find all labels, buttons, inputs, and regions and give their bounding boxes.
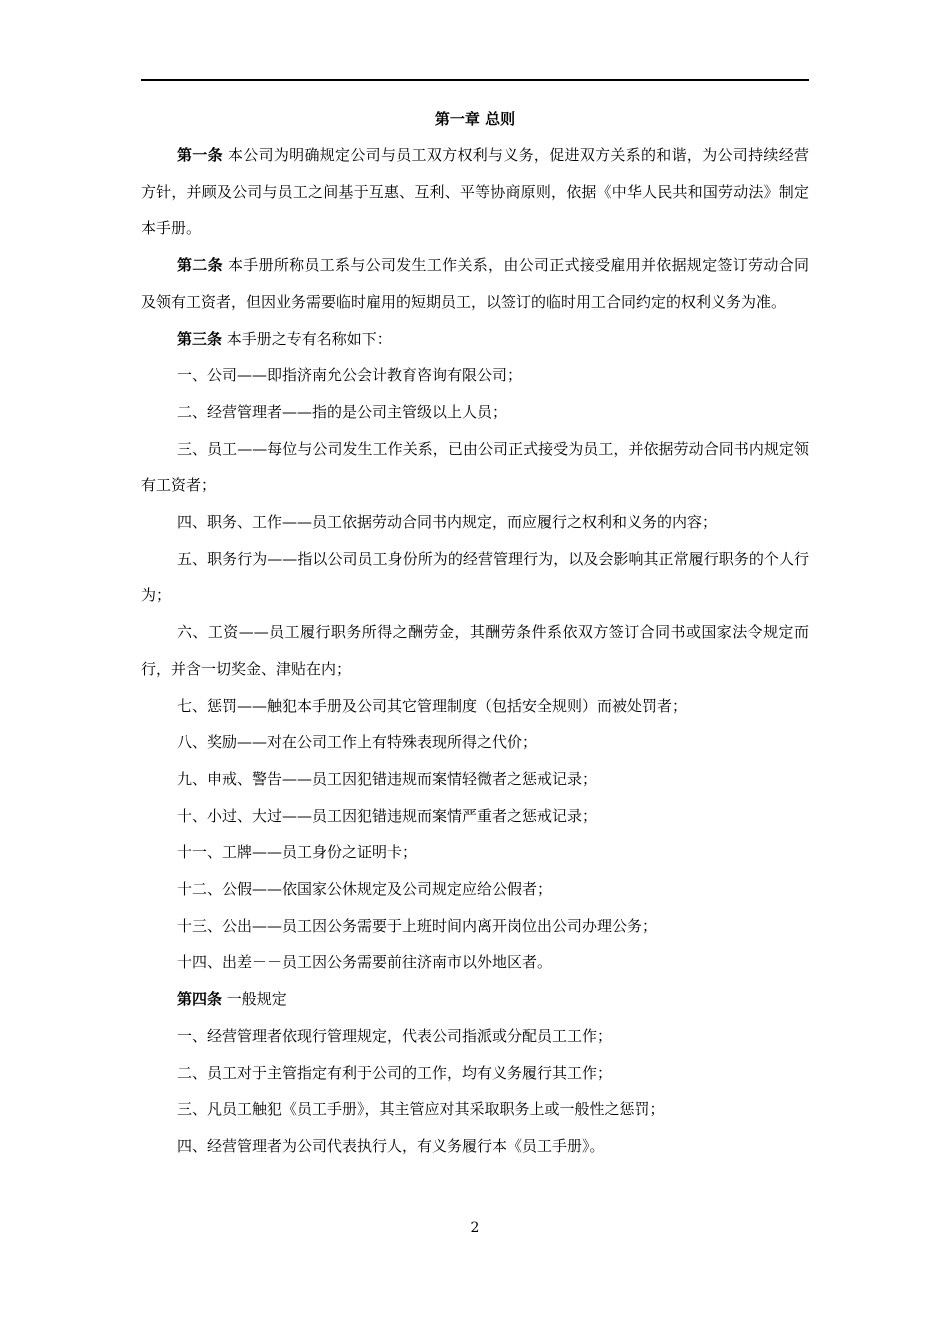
list-item — [141, 944, 809, 981]
paragraph-text: 本公司为明确规定公司与员工双方权利与义务，促进双方关系的和谐，为公司持续经营方针，并顾及公司与员工之间基于互惠、互利、平等协商原则，依据《中华人民共和国劳动法》制定本手册。 — [141, 146, 809, 238]
article-number: 第四条 — [177, 990, 223, 1009]
article-paragraph — [141, 247, 809, 320]
list-item — [141, 357, 809, 394]
list-item — [141, 871, 809, 908]
list-item — [141, 1018, 809, 1055]
header-rule — [141, 79, 809, 81]
list-item — [141, 541, 809, 614]
paragraph-text: 十三、公出——员工因公务需要于上班时间内离开岗位出公司办理公务； — [177, 916, 658, 935]
paragraph-text: 十四、出差－－员工因公务需要前往济南市以外地区者。 — [177, 953, 553, 972]
article-paragraph — [141, 981, 809, 1018]
paragraph-text: 一般规定 — [222, 990, 287, 1009]
list-item — [141, 394, 809, 431]
paragraph-text: 十二、公假——依国家公休规定及公司规定应给公假者； — [177, 880, 553, 899]
article-number: 第一条 — [177, 146, 223, 164]
article-paragraph — [141, 321, 809, 358]
list-item — [141, 504, 809, 541]
article-number: 第二条 — [177, 256, 223, 275]
list-item — [141, 908, 809, 945]
article-paragraph — [141, 137, 809, 247]
chapter-title: 第一章 总则 — [434, 110, 516, 128]
list-item — [141, 798, 809, 835]
paragraph-text: 四、经营管理者为公司代表执行人，有义务履行本《员工手册》。 — [177, 1136, 605, 1155]
list-item — [141, 761, 809, 798]
list-item — [141, 1091, 809, 1128]
paragraph-text: 十一、工牌——员工身份之证明卡； — [177, 843, 418, 862]
list-item — [141, 614, 809, 687]
paragraph-text: 三、凡员工触犯《员工手册》，其主管应对其采取职务上或一般性之惩罚； — [177, 1100, 665, 1119]
paragraph-text: 一、经营管理者依现行管理规定，代表公司指派或分配员工工作； — [177, 1026, 613, 1045]
list-item — [141, 688, 809, 725]
paragraph-text: 六、工资——员工履行职务所得之酬劳金，其酬劳条件系依双方签订合同书或国家法令规定而行，并含一切奖金、津贴在内； — [141, 623, 809, 678]
paragraph-text: 本手册之专有名称如下： — [222, 329, 392, 348]
paragraph-text: 十、小过、大过——员工因犯错违规而案情严重者之惩戒记录； — [177, 806, 598, 825]
paragraph-text: 二、员工对于主管指定有利于公司的工作，均有义务履行其工作； — [177, 1063, 613, 1082]
paragraph-text: 二、经营管理者——指的是公司主管级以上人员； — [177, 402, 508, 421]
paragraph-text: 三、员工——每位与公司发生工作关系，已由公司正式接受为员工，并依据劳动合同书内规定领有工资者； — [141, 439, 809, 495]
paragraph-text: 本手册所称员工系与公司发生工作关系，由公司正式接受雇用并依据规定签订劳动合同及领有工资者，但因业务需要临时雇用的短期员工，以签订的临时用工合同约定的权利义务为准。 — [141, 256, 809, 311]
article-number: 第三条 — [177, 329, 223, 348]
document-body — [141, 101, 809, 1165]
paragraph-text: 九、申戒、警告——员工因犯错违规而案情轻微者之惩戒记录； — [177, 769, 598, 788]
list-item — [141, 1128, 809, 1165]
paragraph-text: 四、职务、工作——员工依据劳动合同书内规定，而应履行之权利和义务的内容； — [177, 513, 718, 532]
list-item — [141, 1055, 809, 1092]
paragraph-text: 一、公司——即指济南允公会计教育咨询有限公司； — [177, 366, 523, 385]
list-item — [141, 724, 809, 761]
paragraph-list — [141, 137, 809, 1165]
paragraph-text: 五、职务行为——指以公司员工身份所为的经营管理行为，以及会影响其正常履行职务的个人行为； — [141, 549, 809, 605]
paragraph-text: 八、奖励——对在公司工作上有特殊表现所得之代价； — [177, 733, 538, 752]
list-item — [141, 834, 809, 871]
list-item — [141, 431, 809, 504]
page-number: 2 — [470, 1220, 480, 1236]
paragraph-text: 七、惩罚——触犯本手册及公司其它管理制度（包括安全规则）而被处罚者； — [177, 696, 688, 715]
